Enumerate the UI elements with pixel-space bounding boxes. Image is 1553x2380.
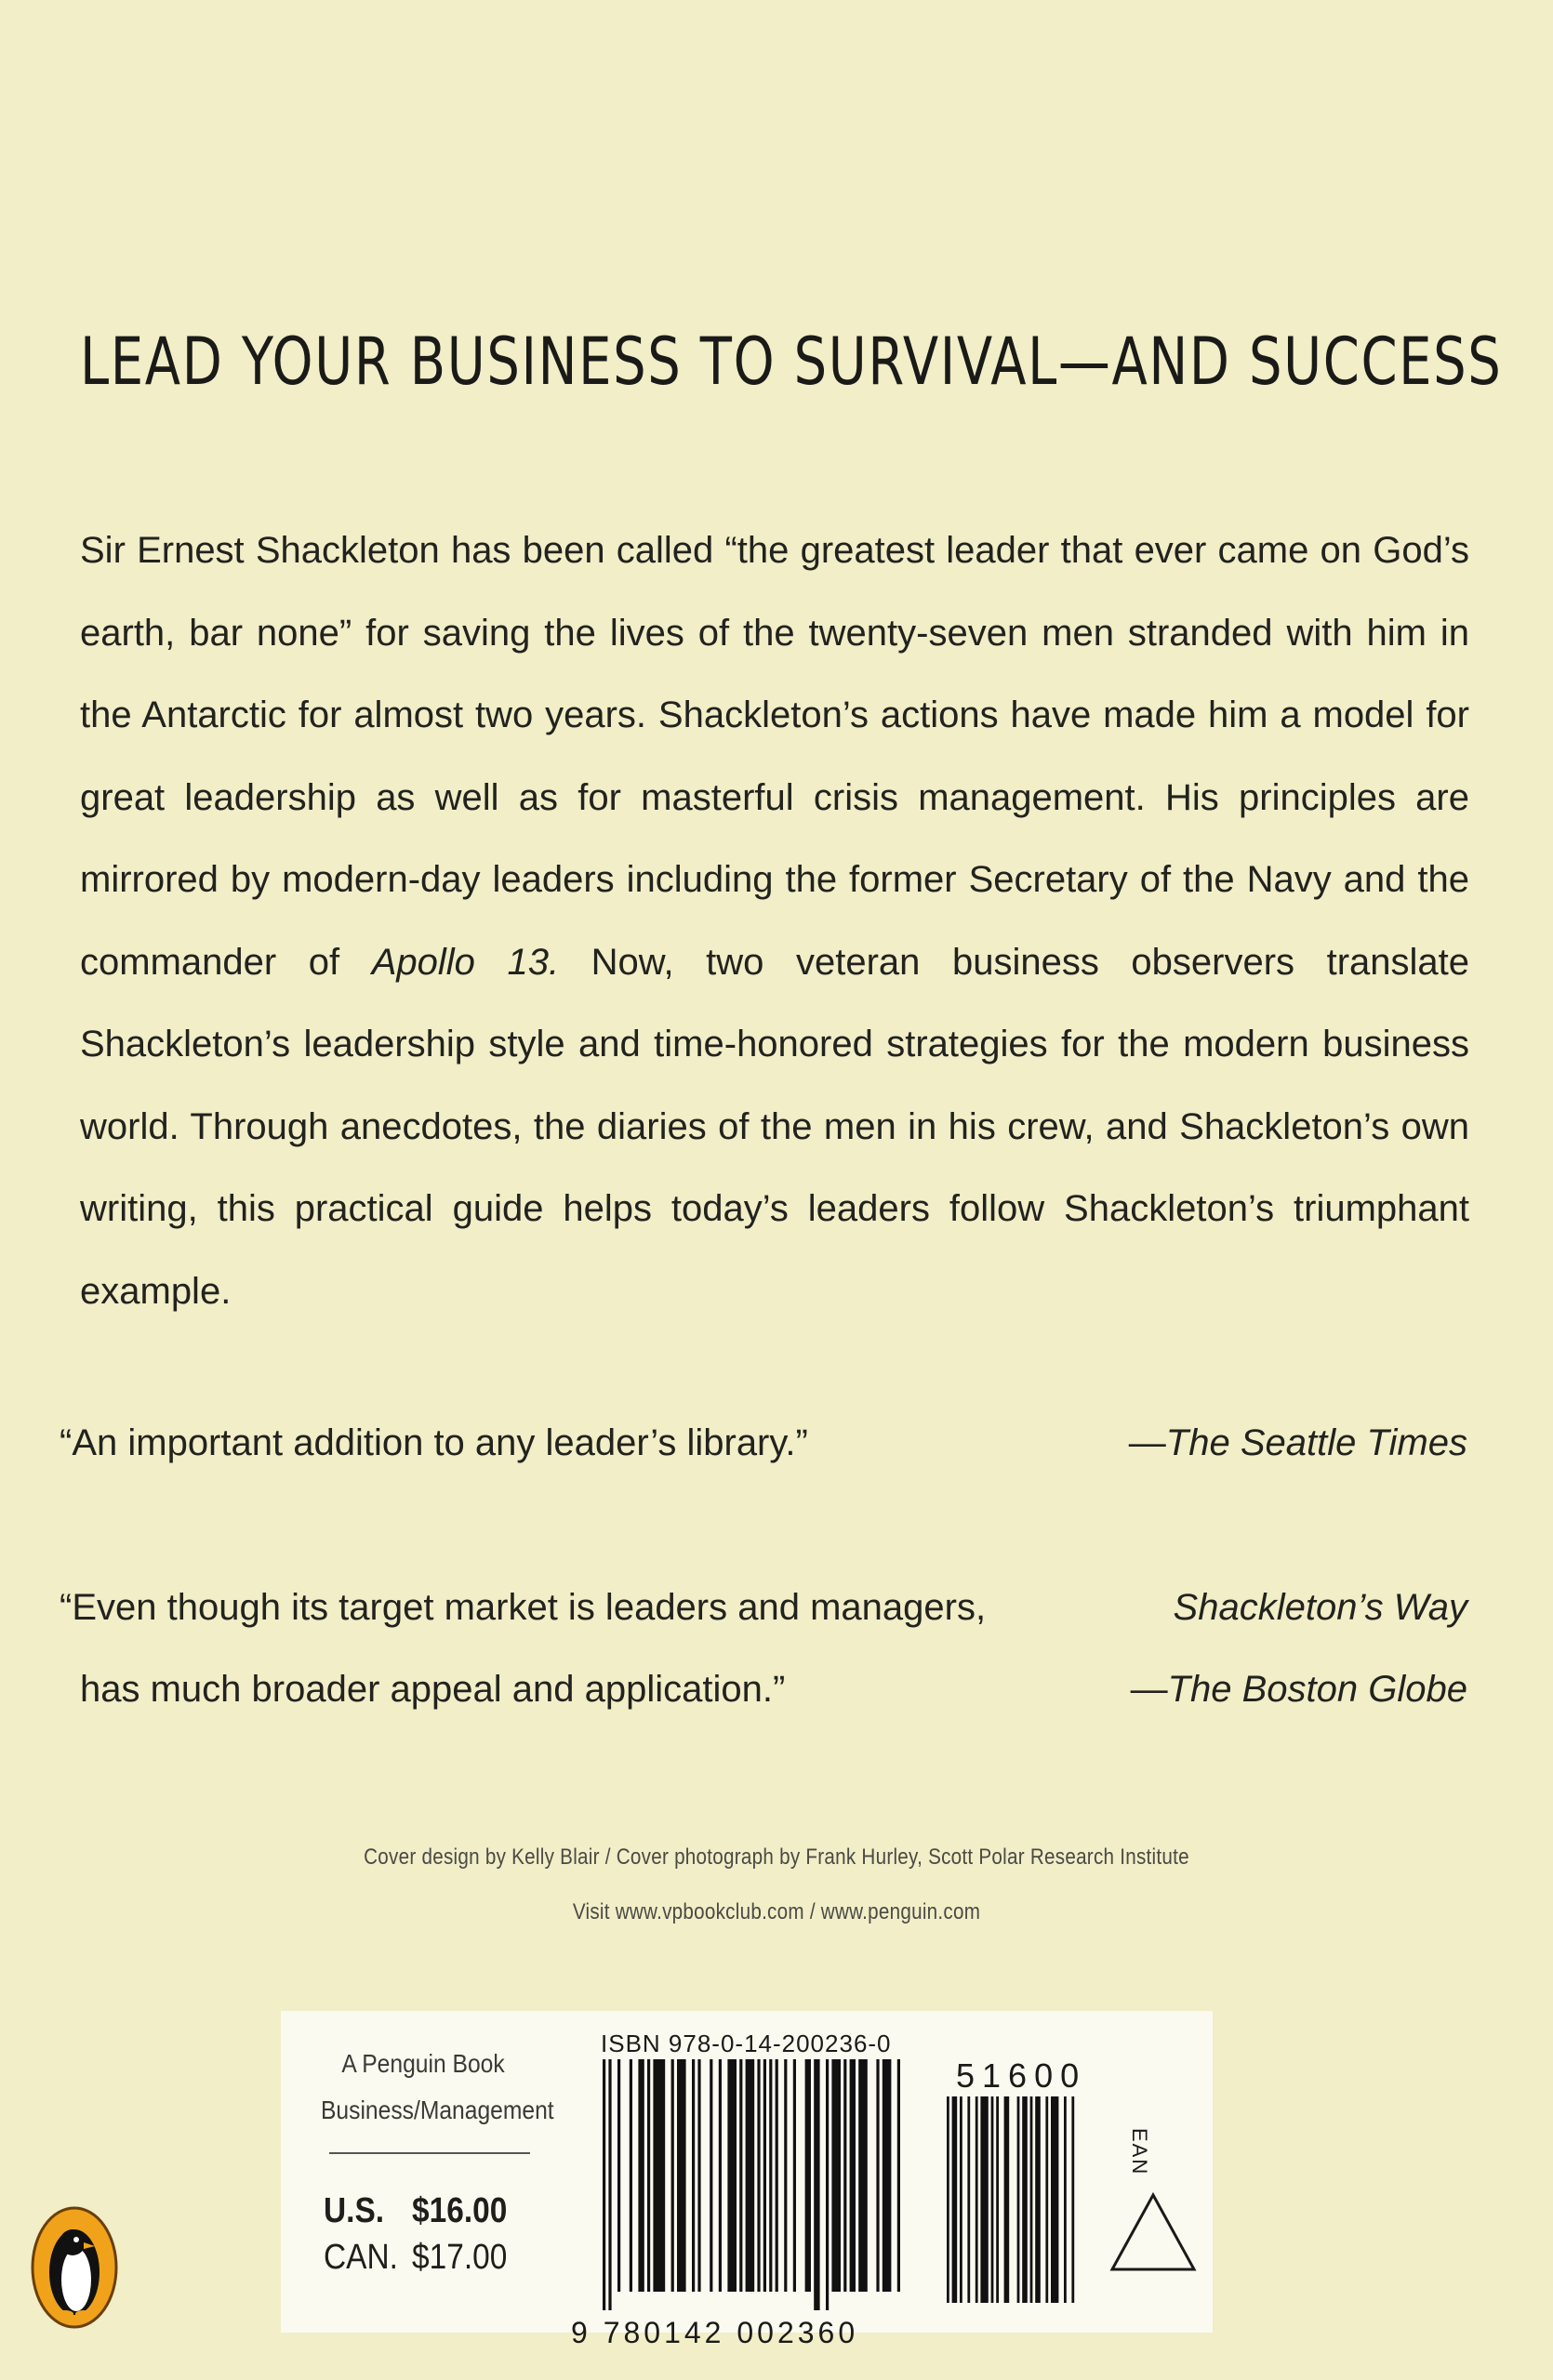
barcode-bar bbox=[630, 2059, 632, 2292]
isbn-text: ISBN 978-0-14-200236-0 bbox=[601, 2030, 892, 2057]
barcode-bar bbox=[697, 2059, 700, 2292]
barcode-bar bbox=[1004, 2096, 1010, 2303]
barcode-panel bbox=[281, 2011, 1213, 2349]
barcode-bar bbox=[692, 2059, 695, 2292]
barcode-bar bbox=[1071, 2096, 1074, 2303]
barcode-bar bbox=[1035, 2096, 1041, 2303]
barcode-bar bbox=[814, 2059, 819, 2310]
barcode-bar bbox=[776, 2059, 778, 2292]
penguin-logo-icon bbox=[30, 2205, 119, 2330]
price-can-label: CAN. bbox=[324, 2238, 398, 2277]
barcode-bar bbox=[850, 2059, 856, 2292]
website-credits: Visit www.vpbookclub.com / www.penguin.com bbox=[572, 1899, 981, 1924]
ean-label: EAN bbox=[1128, 2128, 1151, 2176]
headline: LEAD YOUR BUSINESS TO SURVIVAL—AND SUCCESS bbox=[80, 324, 1503, 400]
imprint-publisher: A Penguin Book bbox=[341, 2049, 505, 2078]
quote-2-text-line-1: “Even though its target market is leaders and managers, bbox=[60, 1587, 987, 1628]
barcode-bar bbox=[991, 2096, 994, 2303]
quote-1-attribution bbox=[1129, 1402, 1467, 1484]
quote-1-source: The Seattle Times bbox=[1165, 1422, 1467, 1463]
imprint-category: Business/Management bbox=[321, 2096, 554, 2124]
quote-1-dash: — bbox=[1128, 1422, 1166, 1463]
barcode-bar bbox=[653, 2059, 665, 2292]
barcode-bar bbox=[858, 2059, 868, 2292]
review-quote-1 bbox=[60, 1402, 1467, 1484]
barcode-bar bbox=[1022, 2096, 1028, 2303]
barcode-bar bbox=[719, 2059, 722, 2292]
barcode-bar bbox=[996, 2096, 999, 2303]
barcode-bar bbox=[603, 2059, 605, 2310]
addon-barcode bbox=[947, 2096, 1095, 2310]
barcode-bar bbox=[677, 2059, 686, 2292]
barcode-bar bbox=[980, 2096, 988, 2303]
apollo-13-title: Apollo 13. bbox=[371, 941, 560, 983]
barcode-bar bbox=[1017, 2096, 1020, 2303]
barcode-bar bbox=[727, 2059, 737, 2292]
barcode-bar bbox=[883, 2059, 892, 2292]
quote-2-dash: — bbox=[1130, 1669, 1168, 1710]
barcode-bar bbox=[805, 2059, 811, 2292]
barcode-bar bbox=[1045, 2096, 1048, 2303]
barcode-bar bbox=[826, 2059, 829, 2310]
barcode-bar bbox=[897, 2059, 900, 2292]
price-can-row bbox=[324, 2234, 507, 2281]
barcode-bar bbox=[967, 2096, 970, 2303]
ean-digits: 9 780142 002360 bbox=[571, 2316, 859, 2349]
barcode-bar bbox=[831, 2059, 841, 2292]
price-can-value: $17.00 bbox=[412, 2238, 508, 2277]
quote-2-line-1 bbox=[60, 1567, 1467, 1648]
imprint-info bbox=[321, 2041, 554, 2134]
description-part-2: Now, two veteran business observers translate Shackleton’s leadership style and time-honored strategies for the modern business world. Through anecdotes, the diaries of the men in his crew, and Shackleton’s own writing, this practical guide helps today’s leaders follow Shackleton’s triumphant example. bbox=[80, 941, 1470, 1312]
quote-1-text: “An important addition to any leader’s library.” bbox=[60, 1422, 808, 1463]
description-part-1: Sir Ernest Shackleton has been called “the greatest leader that ever came on God’s earth, bar none” for saving the lives of the twenty-seven men stranded with him in the Antarctic for almost two years. Shackleton’s actions have made him a model for great leadership as well as for masterful crisis management. His principles are mirrored by modern-day leaders including the former Secretary of the Navy and the commander of bbox=[80, 530, 1469, 983]
barcode-bar bbox=[617, 2059, 620, 2292]
barcode-bar bbox=[647, 2059, 650, 2292]
quote-2-work-title: Shackleton’s Way bbox=[1173, 1587, 1467, 1628]
description-paragraph bbox=[80, 509, 1469, 1332]
triangle-icon bbox=[1108, 2191, 1198, 2273]
price-us-value: $16.00 bbox=[412, 2191, 508, 2230]
barcode-bar bbox=[739, 2059, 742, 2292]
price-us-row bbox=[324, 2188, 507, 2234]
barcode-bar bbox=[1030, 2096, 1033, 2303]
barcode-bar bbox=[784, 2059, 787, 2292]
barcode-bar bbox=[952, 2096, 958, 2303]
barcode-bar bbox=[843, 2059, 846, 2292]
barcode-bar bbox=[960, 2096, 962, 2303]
barcode-bar bbox=[671, 2059, 674, 2292]
cover-credits: Cover design by Kelly Blair / Cover photograph by Frank Hurley, Scott Polar Research Institute bbox=[364, 1844, 1189, 1870]
quote-2-text-line-2: has much broader appeal and application.” bbox=[80, 1669, 786, 1710]
imprint-divider bbox=[329, 2152, 530, 2154]
barcode-bar bbox=[638, 2059, 644, 2292]
barcode-bar bbox=[1051, 2096, 1058, 2303]
barcode-bar bbox=[608, 2059, 611, 2310]
ean-barcode bbox=[603, 2059, 900, 2310]
barcode-bar bbox=[769, 2059, 772, 2292]
price-block bbox=[324, 2188, 507, 2281]
barcode-bar bbox=[710, 2059, 712, 2292]
barcode-bar bbox=[793, 2059, 796, 2292]
quote-2-attribution bbox=[1131, 1648, 1467, 1730]
addon-digits: 51600 bbox=[956, 2056, 1087, 2095]
barcode-bar bbox=[746, 2059, 755, 2292]
barcode-bar bbox=[976, 2096, 978, 2303]
quote-2-source: The Boston Globe bbox=[1167, 1669, 1467, 1710]
barcode-bar bbox=[876, 2059, 879, 2292]
price-us-label: U.S. bbox=[324, 2191, 385, 2230]
barcode-bar bbox=[947, 2096, 949, 2303]
barcode-bar bbox=[757, 2059, 760, 2292]
barcode-bar bbox=[763, 2059, 766, 2292]
barcode-bar bbox=[1064, 2096, 1067, 2303]
review-quote-2 bbox=[60, 1567, 1467, 1730]
